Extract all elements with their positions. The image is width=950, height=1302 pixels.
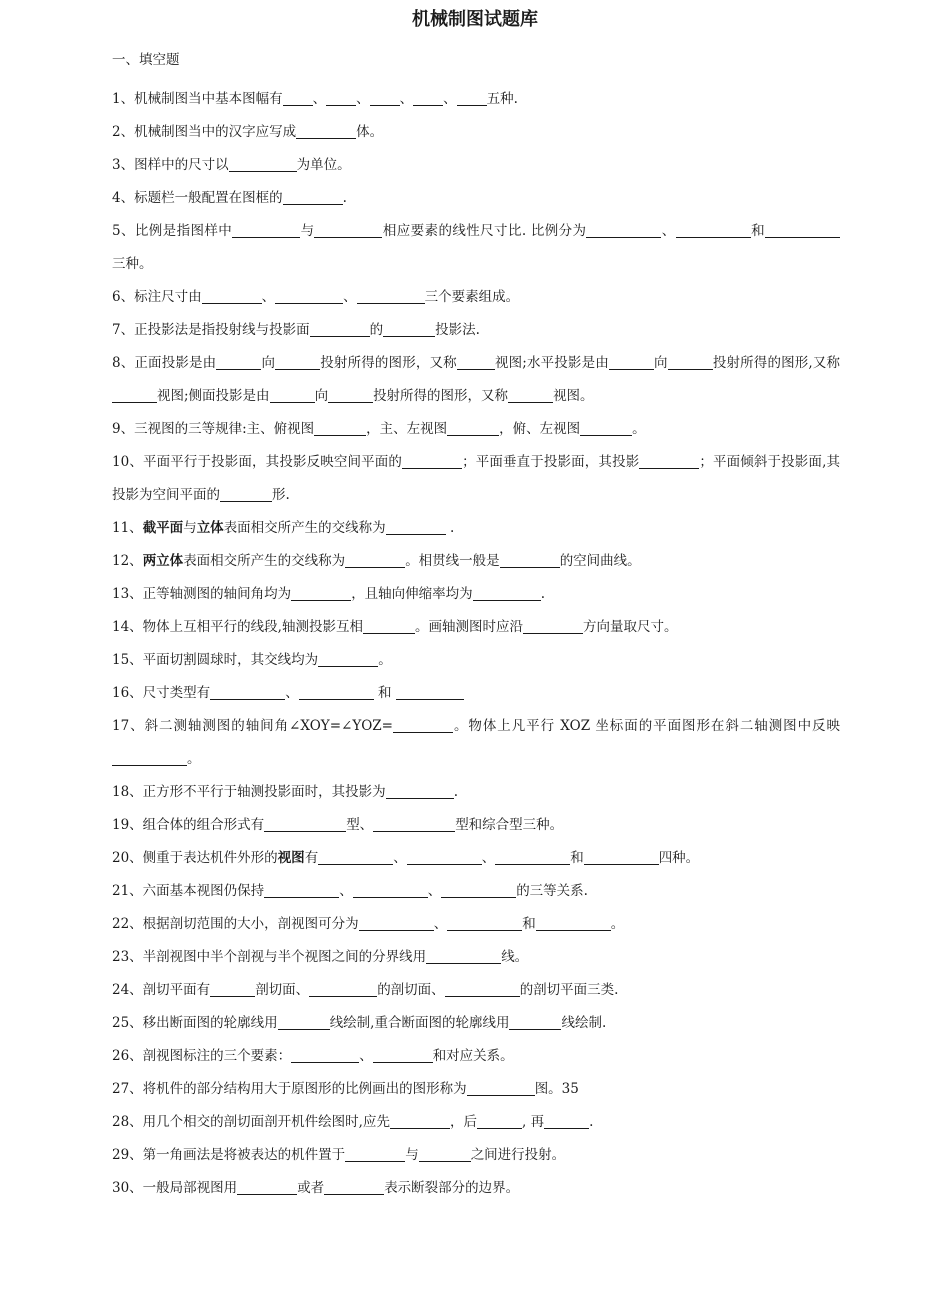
question-text: 投影法. [435, 322, 480, 338]
question-text: 13、正等轴测图的轴间角均为 [112, 586, 292, 602]
question-text: ，后 [449, 1114, 477, 1130]
question-text: . [445, 520, 455, 536]
question-list [112, 83, 840, 1205]
question-text: 21、六面基本视图仍保持 [112, 883, 265, 899]
question-text: 方向量取尺寸。 [582, 619, 678, 635]
question-text: 。 [187, 751, 201, 767]
question-text: , 再 [521, 1114, 545, 1130]
question-item [112, 182, 840, 215]
answer-blank [668, 355, 713, 370]
question-text: 或者 [297, 1180, 325, 1196]
question-text: 和 [750, 223, 765, 239]
answer-blank [314, 223, 382, 238]
answer-blank [357, 289, 425, 304]
question-text: . [589, 1114, 594, 1130]
answer-blank [457, 355, 495, 370]
question-item [112, 545, 840, 578]
answer-blank [765, 223, 840, 238]
answer-blank [326, 91, 356, 106]
answer-blank [426, 949, 501, 964]
answer-blank [447, 916, 522, 931]
answer-blank [396, 685, 464, 700]
question-text: 11、 [112, 520, 143, 536]
answer-blank [318, 652, 378, 667]
question-text: 向 [314, 388, 329, 404]
question-text: 线绘制. [561, 1015, 607, 1031]
question-text: 的剖切平面三类. [519, 982, 619, 998]
answer-blank [299, 685, 374, 700]
answer-blank [386, 520, 446, 535]
question-item [112, 1139, 840, 1172]
answer-blank [393, 718, 453, 733]
answer-blank [509, 1015, 561, 1030]
question-item [112, 1007, 840, 1040]
question-text: ；平面垂直于投影面，其投影 [462, 454, 640, 470]
question-text: 29、第一角画法是将被表达的机件置于 [112, 1147, 346, 1163]
question-text: 和 [373, 685, 396, 701]
question-text: 的 [369, 322, 384, 338]
answer-blank [390, 1114, 450, 1129]
answer-blank [457, 91, 487, 106]
question-text: 、 [343, 289, 357, 305]
question-text: . [342, 190, 347, 206]
answer-blank [232, 223, 300, 238]
question-text: 、 [285, 685, 299, 701]
question-text: 视图;侧面投影是由 [157, 388, 270, 404]
question-text: 27、将机件的部分结构用大于原图形的比例画出的图形称为 [112, 1081, 467, 1097]
question-text: 2、机械制图当中的汉字应写成 [112, 124, 297, 140]
answer-blank [473, 586, 541, 601]
question-text: . [540, 586, 545, 602]
question-text: 1、机械制图当中基本图幅有 [112, 91, 283, 107]
answer-blank [363, 619, 415, 634]
answer-blank [314, 421, 366, 436]
question-item [112, 677, 840, 710]
answer-blank [467, 1081, 535, 1096]
answer-blank [202, 289, 262, 304]
question-text: 24、剖切平面有 [112, 982, 211, 998]
answer-blank [586, 223, 661, 238]
question-item [112, 611, 840, 644]
question-text: 22、根据剖切范围的大小，剖视图可分为 [112, 916, 359, 932]
question-text: 视图。 [553, 388, 594, 404]
answer-blank [580, 421, 632, 436]
question-text: 17、斜二测轴测图的轴间角∠XOY=∠YOZ= [112, 718, 393, 734]
emphasized-term: 截平面 [142, 520, 184, 536]
question-text: 五种. [486, 91, 518, 107]
answer-blank [419, 1147, 471, 1162]
question-text: 向 [653, 355, 668, 371]
answer-blank [216, 355, 261, 370]
question-text: 表面相交所产生的交线称为 [223, 520, 386, 536]
question-text: 。 [378, 652, 392, 668]
question-text: 线绘制,重合断面图的轮廓线用 [329, 1015, 510, 1031]
question-item [112, 1106, 840, 1139]
question-item [112, 1073, 840, 1106]
answer-blank [264, 817, 346, 832]
answer-blank [370, 91, 400, 106]
answer-blank [210, 685, 285, 700]
question-item [112, 941, 840, 974]
answer-blank [495, 850, 570, 865]
answer-blank [413, 91, 443, 106]
answer-blank [283, 91, 313, 106]
section-title: 一、填空题 [112, 52, 180, 68]
question-text: 形. [272, 487, 290, 503]
answer-blank [373, 1048, 433, 1063]
question-text: 、 [427, 883, 442, 899]
answer-blank [639, 454, 699, 469]
question-text: 、 [481, 850, 496, 866]
question-text: 剖切面、 [255, 982, 310, 998]
answer-blank [229, 157, 297, 172]
question-text: 10、平面平行于投影面，其投影反映空间平面的 [112, 454, 403, 470]
question-text: 19、组合体的组合形式有 [112, 817, 265, 833]
question-text: 14、物体上互相平行的线段,轴测投影互相 [112, 619, 363, 635]
answer-blank [523, 619, 583, 634]
question-text: 的剖切面、 [377, 982, 445, 998]
question-text: 3、图样中的尺寸以 [112, 157, 229, 173]
page-title: 机械制图试题库 [412, 9, 538, 30]
answer-blank [584, 850, 659, 865]
answer-blank [237, 1180, 297, 1195]
question-text: 20、侧重于表达机件外形的 [112, 850, 278, 866]
answer-blank [447, 421, 499, 436]
question-text: 向 [261, 355, 276, 371]
question-text: 投射所得的图形,又称 [712, 355, 841, 371]
answer-blank [270, 388, 315, 403]
question-item [112, 809, 840, 842]
question-text: 有 [304, 850, 319, 866]
question-item [112, 1040, 840, 1073]
question-text: 。 [610, 916, 625, 932]
question-text: 和 [522, 916, 536, 932]
question-item [112, 842, 840, 875]
answer-blank [359, 916, 434, 931]
question-item [112, 974, 840, 1007]
answer-blank [508, 388, 553, 403]
question-text: 、 [443, 91, 457, 107]
question-item [112, 83, 840, 116]
emphasized-term: 视图 [277, 850, 305, 866]
question-item [112, 776, 840, 809]
answer-blank [278, 1015, 330, 1030]
question-item [112, 644, 840, 677]
question-text: 15、平面切割圆球时，其交线均为 [112, 652, 319, 668]
question-text: 5、比例是指图样中 [112, 223, 233, 239]
answer-blank [353, 883, 428, 898]
question-item [112, 149, 840, 182]
question-item [112, 215, 840, 281]
question-text: 9、三视图的三等规律:主、俯视图 [112, 421, 315, 437]
question-text: 四种。 [658, 850, 700, 866]
answer-blank [220, 487, 272, 502]
emphasized-term: 立体 [196, 520, 224, 536]
question-text: 表示断裂部分的边界。 [384, 1180, 520, 1196]
question-text: 为单位。 [296, 157, 351, 173]
question-text: 的三等关系. [516, 883, 588, 899]
question-text: 相应要素的线性尺寸比. 比例分为 [382, 223, 587, 239]
question-text: 26、剖视图标注的三个要素： [112, 1048, 292, 1064]
question-text: 23、半剖视图中半个剖视与半个视图之间的分界线用 [112, 949, 427, 965]
answer-blank [383, 322, 435, 337]
question-text: 视图;水平投影是由 [494, 355, 609, 371]
question-text: 、 [359, 1048, 373, 1064]
question-text: 。 [632, 421, 646, 437]
question-text: 12、 [112, 553, 143, 569]
question-text: 、 [399, 91, 414, 107]
answer-blank [291, 586, 351, 601]
question-text: 30、一般局部视图用 [112, 1180, 238, 1196]
answer-blank [345, 1147, 405, 1162]
answer-blank [477, 1114, 522, 1129]
answer-blank [500, 553, 560, 568]
question-item [112, 116, 840, 149]
question-text: 与 [183, 520, 197, 536]
question-item [112, 710, 840, 776]
question-text: ，且轴向伸缩率均为 [351, 586, 473, 602]
answer-blank [291, 1048, 359, 1063]
answer-blank [609, 355, 654, 370]
question-text: 体。 [356, 124, 384, 140]
answer-blank [324, 1180, 384, 1195]
question-text: ；平面倾斜于投影面,其投影为空间平面的 [112, 454, 841, 503]
question-item [112, 347, 840, 413]
question-text: 之间进行投射。 [470, 1147, 566, 1163]
question-text: 。物体上凡平行 XOZ 坐标面的平面图形在斜二轴测图中反映 [453, 718, 841, 734]
answer-blank [264, 883, 339, 898]
question-text: 、 [261, 289, 276, 305]
answer-blank [407, 850, 482, 865]
question-item [112, 875, 840, 908]
question-item [112, 578, 840, 611]
emphasized-term: 两立体 [142, 553, 184, 569]
question-text: 28、用几个相交的剖切面剖开机件绘图时,应先 [112, 1114, 390, 1130]
question-text: 图。35 [534, 1081, 579, 1097]
answer-blank [445, 982, 520, 997]
answer-blank [318, 850, 393, 865]
answer-blank [386, 784, 454, 799]
answer-blank [275, 289, 343, 304]
question-text: 的空间曲线。 [559, 553, 641, 569]
question-text: 型、 [346, 817, 374, 833]
answer-blank [309, 982, 377, 997]
question-item [112, 908, 840, 941]
question-text: 、 [393, 850, 407, 866]
answer-blank [210, 982, 255, 997]
answer-blank [296, 124, 356, 139]
question-item [112, 1172, 840, 1205]
question-item [112, 314, 840, 347]
question-text: 和 [570, 850, 584, 866]
question-text: . [453, 784, 458, 800]
question-text: 三种。 [112, 256, 153, 272]
question-text: 、 [356, 91, 370, 107]
question-text: 4、标题栏一般配置在图框的 [112, 190, 283, 206]
question-text: 与 [300, 223, 315, 239]
answer-blank [112, 751, 187, 766]
answer-blank [345, 553, 405, 568]
question-item [112, 512, 840, 545]
question-text: 。相贯线一般是 [405, 553, 500, 569]
answer-blank [373, 817, 455, 832]
question-text: 18、正方形不平行于轴测投影面时，其投影为 [112, 784, 386, 800]
answer-blank [676, 223, 751, 238]
question-text: 与 [405, 1147, 419, 1163]
answer-blank [310, 322, 370, 337]
question-text: 三个要素组成。 [424, 289, 520, 305]
answer-blank [283, 190, 343, 205]
question-text: 投射所得的图形，又称 [373, 388, 509, 404]
question-text: 8、正面投影是由 [112, 355, 217, 371]
question-text: 型和综合型三种。 [455, 817, 564, 833]
answer-blank [441, 883, 516, 898]
question-text: 、 [433, 916, 448, 932]
question-text: 、 [312, 91, 327, 107]
question-text: 线。 [501, 949, 529, 965]
question-text: 7、正投影法是指投射线与投影面 [112, 322, 310, 338]
question-text: 。画轴测图时应沿 [414, 619, 523, 635]
answer-blank [328, 388, 373, 403]
answer-blank [112, 388, 157, 403]
question-text: 表面相交所产生的交线称为 [183, 553, 346, 569]
question-item [112, 446, 840, 512]
question-item [112, 413, 840, 446]
answer-blank [402, 454, 462, 469]
question-text: 投射所得的图形，又称 [320, 355, 457, 371]
question-text: ，主、左视图 [366, 421, 448, 437]
answer-blank [536, 916, 611, 931]
question-text: ，俯、左视图 [499, 421, 581, 437]
answer-blank [275, 355, 320, 370]
question-text: 、 [339, 883, 353, 899]
answer-blank [544, 1114, 589, 1129]
question-text: 25、移出断面图的轮廓线用 [112, 1015, 278, 1031]
question-text: 6、标注尺寸由 [112, 289, 202, 305]
question-text: 16、尺寸类型有 [112, 685, 211, 701]
question-item [112, 281, 840, 314]
question-text: 、 [661, 223, 676, 239]
question-text: 和对应关系。 [432, 1048, 514, 1064]
